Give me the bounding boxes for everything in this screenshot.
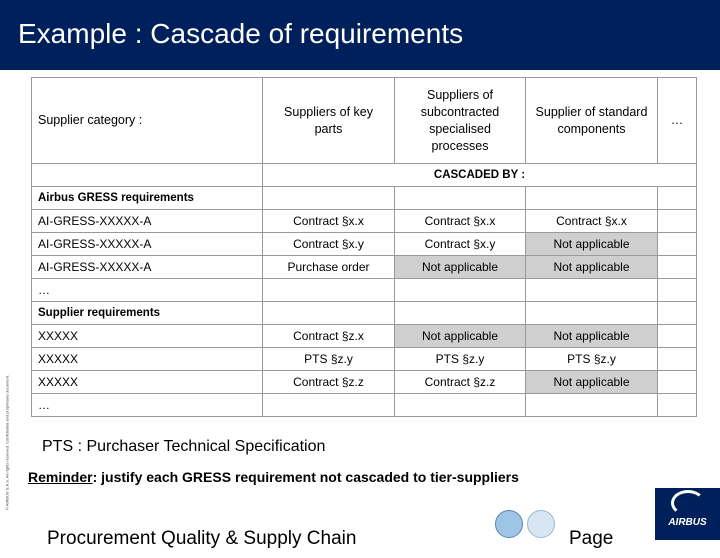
logo-arc-icon — [671, 490, 705, 516]
cascade-cell: PTS §z.y — [526, 348, 658, 371]
ellipsis-cell: … — [32, 394, 263, 417]
cascade-cell-not-applicable: Not applicable — [395, 325, 526, 348]
requirement-id: AI-GRESS-XXXXX-A — [32, 256, 263, 279]
header-standard-components: Supplier of standard components — [526, 78, 658, 164]
footer-page-label: Page — [569, 528, 614, 549]
requirement-id: XXXXX — [32, 348, 263, 371]
cascade-cell: Contract §z.z — [263, 371, 395, 394]
header-supplier-category: Supplier category : — [32, 78, 263, 164]
header-key-parts: Suppliers of key parts — [263, 78, 395, 164]
reminder-text: : justify each GRESS requirement not cascaded to tier-suppliers — [92, 469, 519, 485]
requirement-id: XXXXX — [32, 371, 263, 394]
table-row — [32, 256, 697, 279]
cascade-cell: Contract §x.x — [395, 210, 526, 233]
slide-title: Example : Cascade of requirements — [18, 18, 464, 49]
header-specialised-processes: Suppliers of subcontracted specialised processes — [395, 78, 526, 164]
empty-cell — [32, 164, 263, 187]
requirement-id: AI-GRESS-XXXXX-A — [32, 233, 263, 256]
table-row — [32, 164, 697, 187]
cascade-cell: Purchase order — [263, 256, 395, 279]
cascade-cell: Contract §z.z — [395, 371, 526, 394]
section-airbus-requirements: Airbus GRESS requirements — [32, 187, 263, 210]
logo-text: AIRBUS — [668, 517, 707, 528]
requirement-id: XXXXX — [32, 325, 263, 348]
airbus-logo — [655, 488, 720, 540]
cascade-cell-not-applicable: Not applicable — [526, 233, 658, 256]
table-row — [32, 371, 697, 394]
cascaded-by-label: CASCADED BY : — [263, 164, 697, 187]
cascade-cell: PTS §z.y — [395, 348, 526, 371]
requirements-table — [31, 77, 697, 417]
cascade-cell: PTS §z.y — [263, 348, 395, 371]
cascade-cell: Contract §x.y — [263, 233, 395, 256]
table-row — [32, 325, 697, 348]
table-row — [32, 348, 697, 371]
cascade-cell-not-applicable: Not applicable — [526, 325, 658, 348]
section-supplier-requirements: Supplier requirements — [32, 302, 263, 325]
footer-department: Procurement Quality & Supply Chain — [47, 528, 357, 549]
table-header-row — [32, 78, 697, 164]
copyright-note: © AIRBUS S.A.S. All rights reserved. Confidential and proprietary document. — [4, 374, 10, 511]
header-more: … — [658, 78, 697, 164]
pts-definition: PTS : Purchaser Technical Specification — [42, 438, 326, 455]
cascade-cell-not-applicable: Not applicable — [526, 256, 658, 279]
cascade-cell: Contract §x.y — [395, 233, 526, 256]
cascade-cell-not-applicable: Not applicable — [526, 371, 658, 394]
title-bar — [0, 0, 720, 70]
table-row — [32, 210, 697, 233]
cascade-cell: Contract §x.x — [263, 210, 395, 233]
cascade-cell-not-applicable: Not applicable — [395, 256, 526, 279]
reminder-label: Reminder — [28, 469, 93, 485]
reminder-note — [28, 469, 519, 485]
ellipsis-cell: … — [32, 279, 263, 302]
table-row — [32, 279, 697, 302]
cascade-cell: Contract §x.x — [526, 210, 658, 233]
table-row — [32, 302, 697, 325]
cascade-cell: Contract §z.x — [263, 325, 395, 348]
home-icon[interactable] — [495, 510, 523, 538]
back-icon[interactable] — [527, 510, 555, 538]
requirement-id: AI-GRESS-XXXXX-A — [32, 210, 263, 233]
table-row — [32, 394, 697, 417]
table-row — [32, 187, 697, 210]
table-row — [32, 233, 697, 256]
